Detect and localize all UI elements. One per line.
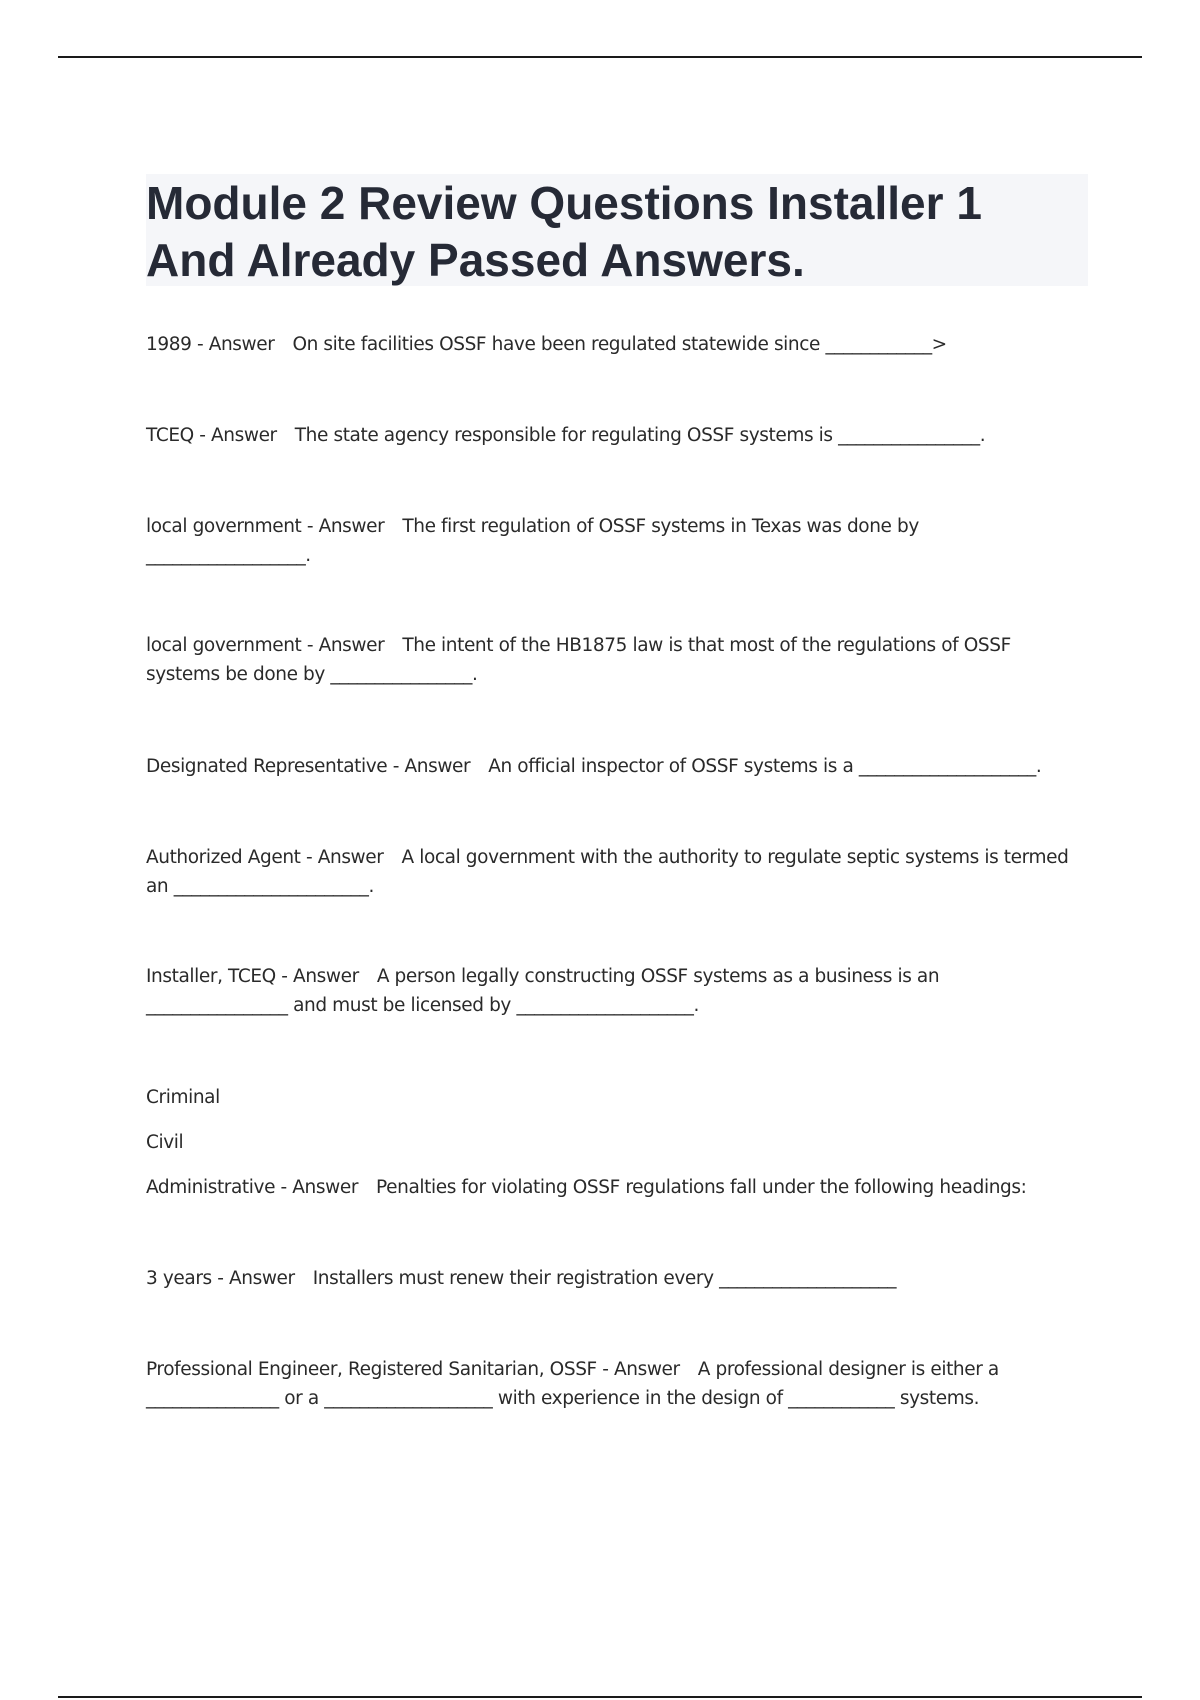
question-text: On site facilities OSSF have been regulated statewide since ____________> bbox=[292, 334, 947, 355]
question-text-cont: systems be done by ________________. bbox=[146, 664, 478, 685]
question-text: The first regulation of OSSF systems in Texas was done by bbox=[402, 516, 919, 537]
qa-item bbox=[146, 512, 1086, 570]
title-line-2: And Already Passed Answers. bbox=[146, 234, 805, 286]
answer-text: local government - Answer bbox=[146, 516, 385, 537]
answer-line: Civil bbox=[146, 1132, 184, 1153]
document-title bbox=[146, 175, 1086, 289]
qa-item bbox=[146, 843, 1086, 901]
answer-text: Administrative - Answer bbox=[146, 1177, 359, 1198]
qa-item bbox=[146, 1083, 1086, 1202]
question-text: A local government with the authority to regulate septic systems is termed bbox=[401, 847, 1069, 868]
answer-text: 1989 - Answer bbox=[146, 334, 275, 355]
qa-item bbox=[146, 1264, 1086, 1293]
question-text: The intent of the HB1875 law is that most of the regulations of OSSF bbox=[402, 635, 1011, 656]
answer-text: 3 years - Answer bbox=[146, 1268, 295, 1289]
answer-text: Designated Representative - Answer bbox=[146, 756, 471, 777]
qa-item bbox=[146, 631, 1086, 689]
top-rule bbox=[58, 56, 1142, 58]
title-line-1: Module 2 Review Questions Installer 1 bbox=[146, 177, 982, 229]
question-text: Penalties for violating OSSF regulations fall under the following headings: bbox=[376, 1177, 1027, 1198]
bottom-rule bbox=[58, 1696, 1142, 1698]
question-text: A professional designer is either a bbox=[697, 1359, 999, 1380]
qa-item bbox=[146, 330, 1086, 359]
answer-text: Professional Engineer, Registered Sanitarian, OSSF - Answer bbox=[146, 1359, 680, 1380]
question-text: An official inspector of OSSF systems is a ____________________. bbox=[488, 756, 1042, 777]
question-text: Installers must renew their registration every ____________________ bbox=[312, 1268, 897, 1289]
answer-text: local government - Answer bbox=[146, 635, 385, 656]
qa-item bbox=[146, 421, 1086, 450]
answer-line: Criminal bbox=[146, 1087, 220, 1108]
qa-item bbox=[146, 752, 1086, 781]
question-text-cont: an ______________________. bbox=[146, 876, 374, 897]
question-text-cont: ________________ and must be licensed by ____________________. bbox=[146, 995, 699, 1016]
question-text: A person legally constructing OSSF systems as a business is an bbox=[376, 966, 940, 987]
question-text-cont: _______________ or a ___________________ with experience in the design of ____________ systems. bbox=[146, 1388, 980, 1409]
answer-text: Installer, TCEQ - Answer bbox=[146, 966, 359, 987]
answer-text: TCEQ - Answer bbox=[146, 425, 277, 446]
qa-item bbox=[146, 962, 1086, 1020]
question-text-cont: __________________. bbox=[146, 545, 311, 566]
question-text: The state agency responsible for regulating OSSF systems is ________________. bbox=[294, 425, 986, 446]
qa-item bbox=[146, 1355, 1086, 1413]
answer-text: Authorized Agent - Answer bbox=[146, 847, 384, 868]
